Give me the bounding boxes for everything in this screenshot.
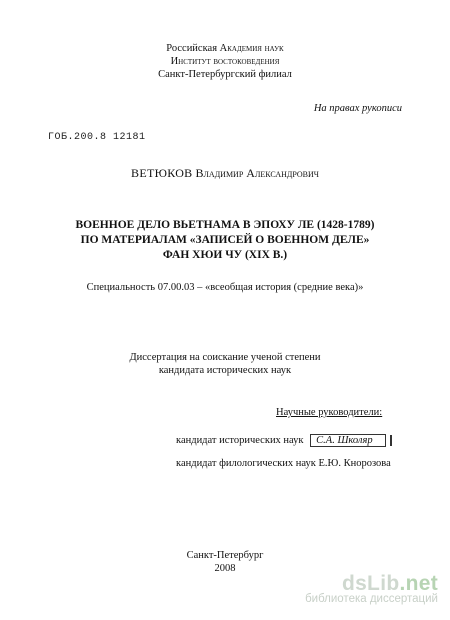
title-line: ФАН ХЮИ ЧУ (XIX В.) <box>162 249 288 261</box>
supervisor-signature-box: С.А. Школяр <box>310 434 385 447</box>
specialty-line: Специальность 07.00.03 – «всеобщая история (средние века)» <box>86 282 364 293</box>
institution-header <box>0 42 450 81</box>
supervisor-second: кандидат филологических наук Е.Ю. Кнорозова <box>176 458 391 469</box>
author-surname: ВЕТЮКОВ <box>131 166 193 180</box>
supervisor-degree: кандидат исторических наук <box>176 435 304 446</box>
dslib-watermark-logo: dsLib.net библиотека диссертаций <box>305 572 438 605</box>
signature-mark <box>390 435 392 446</box>
degree-statement: Диссертация на соискание ученой степени кандидата исторических наук <box>129 352 321 376</box>
title-line: ПО МАТЕРИАЛАМ «ЗАПИСЕЙ О ВОЕННОМ ДЕЛЕ» <box>80 234 370 246</box>
title-line: ВОЕННОЕ ДЕЛО ВЬЕТНАМА В ЭПОХУ ЛЕ (1428-1789) <box>75 219 375 231</box>
manuscript-rights-note: На правах рукописи <box>313 103 402 114</box>
academy-line: Российская Академия наук <box>166 43 284 54</box>
author-given-names: Владимир Александрович <box>195 166 319 180</box>
author-name <box>0 166 450 181</box>
dissertation-title <box>0 218 450 263</box>
supervisor-first <box>176 434 392 447</box>
branch-line: Санкт-Петербургский филиал <box>158 69 292 80</box>
city: Санкт-Петербург <box>186 550 264 561</box>
year: 2008 <box>214 563 236 574</box>
library-stamp: ГОБ.200.8 12181 <box>48 132 146 143</box>
supervisors-heading: Научные руководители: <box>276 407 383 418</box>
institute-line: Институт востоковедения <box>170 56 280 67</box>
